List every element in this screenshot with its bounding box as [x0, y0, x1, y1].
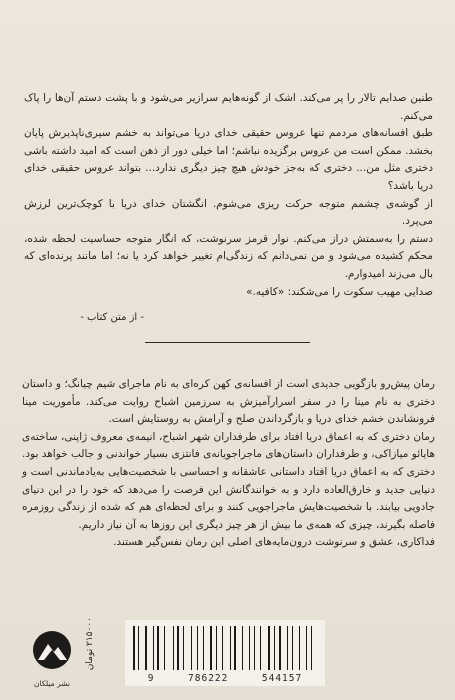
barcode-bar: [245, 626, 246, 670]
barcode-bar: [136, 626, 137, 670]
barcode-bar: [315, 626, 316, 670]
barcode-bar: [258, 626, 260, 670]
description-paragraph: رمان پیش‌رو بازگویی جدیدی است از افسانه‌ی کهن کره‌ای به نام ماجرای شیم چیانگ؛ و داستان دختری به نام مینا را در سفر اسرارآمیزش به سرزمین اشباح روایت می‌کند. مأموریت مینا فرونشاندن خشم خدای دریا و بازگرداندن صلح و آرامش به روستایش است.: [22, 378, 435, 426]
barcode-bar: [210, 626, 212, 670]
book-description: [22, 376, 435, 552]
barcode-bar: [157, 626, 159, 670]
section-divider: [145, 342, 310, 343]
barcode-bar: [197, 626, 199, 670]
barcode-bar: [296, 626, 298, 670]
barcode-bar: [260, 626, 261, 670]
barcode-bar: [153, 626, 154, 670]
isbn-digit-group: 9: [147, 673, 155, 684]
barcode-bar: [177, 626, 179, 670]
quote-paragraph: طنین صدایم تالار را پر می‌کند. اشک از گونه‌هایم سرازیر می‌شود و با پشت دستم آن‌ها را پاک می‌کنم.: [24, 92, 433, 122]
barcode-bar: [283, 626, 284, 670]
isbn-barcode: [125, 620, 325, 686]
barcode-bar: [311, 626, 313, 670]
barcode-bar: [142, 626, 144, 670]
barcode-bar: [268, 626, 270, 670]
publisher-name: نشر میلکان: [34, 679, 70, 688]
description-paragraph: رمان دختری که به اعماق دریا افتاد برای طرفداران شهر اشباح، انیمه‌ی معروف ژاپنی، ساخته‌ی هایائو میازاکی، و طرفداران داستان‌های ماجراجویانه‌ی فانتزی بسیار خواندنی و جالب خواهد بود. دختری که به اعماق دریا افتاد داستانی عاشقانه و احساسی با شخصیت‌هایی به‌یادماندنی است و دنیایی جدید و خارق‌العاده دارد و به خوانندگانش این فرصت را می‌دهد که خود را در این دنیای جادویی بیابند. با شخصیت‌هایش ماجراجویی کنند و برای لحظه‌ای هم که شده از زندگی روزمره فاصله بگیرند، چیزی که همه‌ی ما بیش از هر چیز دیگری این روزها به آن نیاز داریم.: [22, 430, 435, 531]
excerpt-quote: [24, 90, 433, 301]
barcode-bars: [133, 626, 317, 670]
barcode-bar: [225, 626, 227, 670]
excerpt-attribution: - از متن کتاب -: [80, 312, 144, 323]
barcode-bar: [213, 626, 214, 670]
barcode-bar: [279, 626, 281, 670]
barcode-bar: [138, 626, 139, 670]
barcode-bar: [230, 626, 231, 670]
barcode-bar: [234, 626, 236, 670]
barcode-bar: [249, 626, 251, 670]
barcode-bar: [222, 626, 223, 670]
publisher-logo: [30, 630, 74, 688]
isbn-number: [125, 673, 325, 684]
barcode-bar: [145, 626, 147, 670]
barcode-bar: [308, 626, 309, 670]
barcode-bar: [274, 626, 275, 670]
description-paragraph: فداکاری، عشق و سرنوشت درون‌مایه‌های اصلی این رمان نفس‌گیر هستند.: [113, 536, 435, 549]
barcode-bar: [302, 626, 304, 670]
quote-paragraph: طبق افسانه‌های مردمم تنها عروس حقیقی خدای دریا می‌تواند به خشم سیری‌ناپذیرش پایان بخشد. ممکن است من عروس برگزیده نباشم؛ اما خیلی دور از ذهن است که امید داشته باشی دختری مثل من... دختری که به‌جز خودش هیچ چیز دیگری ندارد... بتواند عروس حقیقی خدای دریا باشد؟: [24, 127, 433, 192]
barcode-bar: [216, 626, 218, 670]
barcode-bar: [289, 626, 290, 670]
quote-paragraph: از گوشه‌ی چشمم متوجه حرکت ریزی می‌شوم. انگشتان خدای دریا با کوچک‌ترین لرزش می‌پرد.: [24, 197, 433, 228]
barcode-bar: [167, 626, 169, 670]
barcode-bar: [193, 626, 195, 670]
barcode-bar: [162, 626, 164, 670]
barcode-bar: [271, 626, 272, 670]
barcode-bar: [239, 626, 241, 670]
barcode-bar: [254, 626, 255, 670]
barcode-bar: [133, 626, 135, 670]
barcode-bar: [183, 626, 184, 670]
barcode-bar: [182, 626, 183, 670]
quote-paragraph: صدایی مهیب سکوت را می‌شکند: «کافیه.»: [246, 285, 433, 298]
barcode-bar: [206, 626, 207, 670]
barcode-bar: [155, 626, 156, 670]
mountain-logo-icon: [30, 630, 74, 670]
price-label: ۲۱۵۰۰۰ تومان: [85, 617, 95, 671]
barcode-bar: [220, 626, 221, 670]
barcode-bar: [164, 626, 165, 670]
quote-paragraph: دستم را به‌سمتش دراز می‌کنم. نوار قرمز سرنوشت، که انگار متوجه حساسیت لحظه شده، محکم کشیده می‌شود و من نمی‌دانم که زندگی‌ام تغییر خواهد کرد یا نه؛ اما مانند پرنده‌ای که بال می‌زند امیدوارم.: [24, 232, 433, 280]
barcode-bar: [251, 626, 252, 670]
barcode-bar: [201, 626, 202, 670]
barcode-bar: [203, 626, 204, 670]
isbn-digit-group: 544157: [261, 673, 303, 684]
barcode-bar: [287, 626, 289, 670]
barcode-bar: [173, 626, 174, 670]
barcode-bar: [149, 626, 150, 670]
barcode-bar: [306, 626, 307, 670]
barcode-bar: [292, 626, 293, 670]
barcode-bar: [174, 626, 175, 670]
barcode-bar: [191, 626, 192, 670]
barcode-bar: [186, 626, 188, 670]
barcode-bar: [299, 626, 300, 670]
barcode-bar: [277, 626, 278, 670]
barcode-bar: [231, 626, 232, 670]
barcode-bar: [263, 626, 265, 670]
isbn-digit-group: 786222: [188, 673, 229, 684]
barcode-bar: [242, 626, 243, 670]
